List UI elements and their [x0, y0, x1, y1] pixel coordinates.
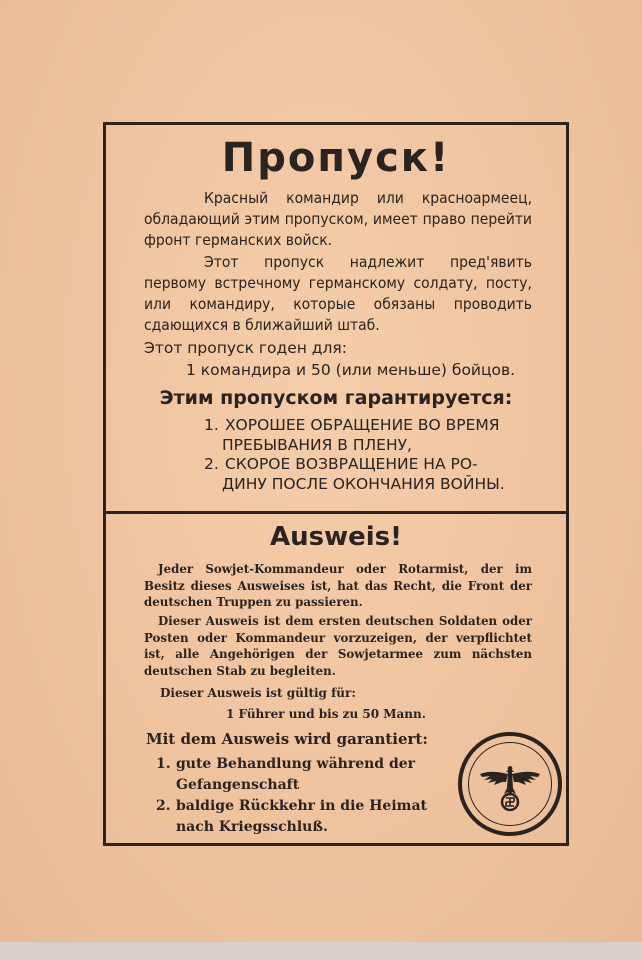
eagle-seal-icon: [458, 732, 562, 836]
russian-paragraph-2: Этот пропуск надлежит пред'явить первому встречному германскому солдату, посту, или командиру, которые обязаны проводить сдающихся в ближайший штаб.: [144, 253, 532, 334]
russian-count: 1 командира и 50 (или меньше) бойцов.: [186, 361, 516, 379]
german-title: Ausweis!: [269, 522, 402, 552]
german-paragraph-1: Jeder Sowjet-Kommandeur oder Rotarmist, der im Besitz dieses Ausweises ist, hat das Recht, die Front der deutschen Truppen zu passieren.: [144, 562, 532, 609]
list-item: [156, 796, 456, 838]
item-text: СКОРОЕ ВОЗВРАЩЕНИЕ НА РО-: [224, 455, 478, 473]
item-text-continued: ПРЕБЫВАНИЯ В ПЛЕНУ,: [222, 435, 412, 454]
russian-guarantee-heading: Этим пропуском гарантируется:: [159, 387, 513, 409]
german-section: [106, 514, 566, 846]
german-guarantee-list: [156, 754, 456, 838]
item-text-continued: Gefangenschaft: [176, 777, 300, 793]
item-number: 1.: [156, 756, 171, 772]
german-valid-for: Dieser Ausweis ist gültig für:: [160, 686, 356, 700]
item-text-continued: nach Kriegsschluß.: [176, 819, 328, 835]
list-item: [204, 416, 536, 455]
list-item: [204, 455, 536, 494]
item-number: 1.: [204, 416, 219, 434]
russian-title: Пропуск!: [221, 135, 451, 181]
german-count: 1 Führer und bis zu 50 Mann.: [226, 707, 426, 721]
russian-section: [106, 125, 566, 511]
eagle-icon: [462, 736, 558, 832]
russian-guarantee-list: [204, 416, 536, 494]
item-number: 2.: [204, 455, 219, 473]
russian-paragraph-1: Красный командир или красноармеец, обладающий этим пропуском, имеет право перейти фронт германских войск.: [144, 189, 532, 249]
item-text: baldige Rückkehr in die Heimat: [176, 798, 427, 814]
german-guarantee-heading: Mit dem Ausweis wird garantiert:: [146, 730, 428, 748]
russian-valid-for: Этот пропуск годен для:: [144, 339, 347, 357]
scan-bottom-edge: [0, 942, 642, 960]
item-text-continued: ДИНУ ПОСЛЕ ОКОНЧАНИЯ ВОЙНЫ.: [222, 474, 505, 493]
item-text: ХОРОШЕЕ ОБРАЩЕНИЕ ВО ВРЕМЯ: [224, 416, 500, 434]
item-number: 2.: [156, 798, 171, 814]
item-text: gute Behandlung während der: [176, 756, 416, 772]
leaflet-frame: [103, 122, 569, 846]
list-item: [156, 754, 456, 796]
german-paragraph-2: Dieser Ausweis ist dem ersten deutschen Soldaten oder Posten oder Kommandeur vorzuzeigen, der verpflichtet ist, alle Angehörigen der Sowjetarmee zum nächsten deutschen Stab zu begleiten.: [144, 614, 532, 678]
